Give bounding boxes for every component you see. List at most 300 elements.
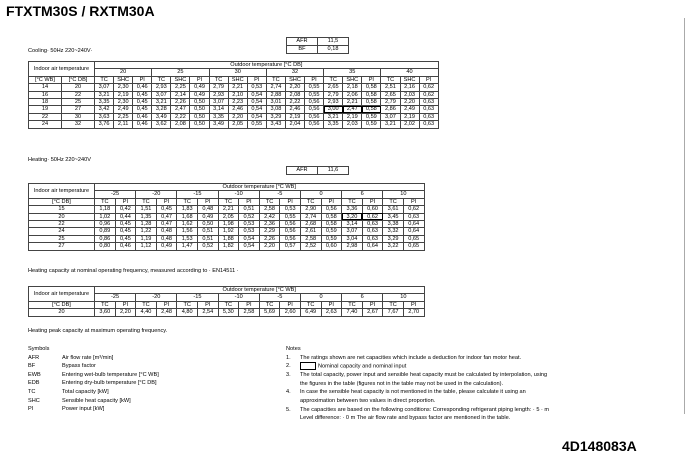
table-cell: 2,11 (114, 121, 133, 128)
table-cell: 2,93 (324, 98, 343, 105)
indoor-temp-header: Indoor air temperature (29, 184, 95, 199)
symbol-row (28, 397, 278, 406)
db-value: 32 (62, 121, 95, 128)
table-cell: 3,35 (324, 121, 343, 128)
table-cell: 0,54 (247, 113, 266, 120)
table-cell: 2,65 (381, 91, 400, 98)
sub-header: PI (321, 198, 342, 205)
table-cell: 0,58 (362, 91, 381, 98)
table-cell: 1,68 (177, 213, 198, 220)
note-text: The ratings shown are net capacities which include a deduction for indoor fan motor heat. (300, 354, 522, 361)
table-cell: 2,68 (300, 220, 321, 227)
table-cell: 2,79 (324, 91, 343, 98)
sub-header: SHC (285, 76, 304, 83)
table-cell: 0,89 (95, 228, 116, 235)
table-cell: 2,04 (285, 121, 304, 128)
table-cell: 0,55 (305, 84, 324, 91)
table-cell: 2,10 (228, 91, 247, 98)
cooling-afr-bf-box (286, 37, 349, 54)
table-cell: 0,58 (362, 106, 381, 113)
table-cell: 3,32 (383, 228, 404, 235)
table-cell: 0,49 (190, 84, 209, 91)
outdoor-temp-value: -15 (177, 191, 218, 198)
wb-unit-header: [°C WB] (29, 76, 62, 83)
table-cell: 2,48 (156, 309, 177, 316)
table-cell: 3,45 (383, 213, 404, 220)
highlight-box-icon (300, 362, 316, 370)
sub-header: SHC (114, 76, 133, 83)
sub-header: PI (133, 76, 152, 83)
table-cell: 1,88 (218, 235, 239, 242)
table-cell: 2,19 (343, 113, 362, 120)
table-cell: 2,22 (171, 113, 190, 120)
table-cell: 0,64 (403, 228, 424, 235)
table-cell: 0,48 (197, 206, 218, 213)
cooling-heading: Cooling· 50Hz 220~240V· (28, 48, 93, 54)
outdoor-temp-value: 40 (381, 69, 438, 76)
outdoor-temp-value: -20 (136, 191, 177, 198)
table-cell: 0,46 (115, 243, 136, 250)
table-cell: 3,07 (342, 228, 363, 235)
heating-afr-box (286, 166, 349, 175)
sub-header: PI (156, 198, 177, 205)
symbol-row (28, 362, 278, 371)
table-cell: 0,45 (115, 235, 136, 242)
note-number: 2. (286, 363, 291, 370)
outdoor-temp-value: 35 (324, 69, 381, 76)
sub-header: PI (156, 301, 177, 308)
table-cell: 0,53 (239, 228, 260, 235)
table-cell: 0,56 (305, 121, 324, 128)
wb-value: 22 (29, 113, 62, 120)
table-cell: 0,58 (321, 213, 342, 220)
table-cell: 0,64 (362, 243, 383, 250)
table-row (29, 213, 425, 220)
symbol-key: EWB (28, 371, 41, 378)
table-cell: 2,90 (300, 206, 321, 213)
table-cell: 0,63 (362, 235, 383, 242)
sub-header: PI (403, 198, 424, 205)
table-cell: 0,62 (419, 84, 438, 91)
table-cell: 0,50 (190, 113, 209, 120)
note-text: In case the sensible heat capacity is not mentioned in the table, please calculate it using an approximation between two values in direct proportion. (300, 389, 526, 405)
note-item (286, 362, 554, 371)
table-cell: 3,21 (95, 91, 114, 98)
page-title: FTXTM30S / RXTM30A (6, 3, 155, 19)
notes-heading: Notes (286, 346, 301, 352)
table-cell: 1,12 (136, 243, 157, 250)
table-cell: 3,04 (342, 235, 363, 242)
table-cell: 2,98 (342, 243, 363, 250)
table-cell: 0,45 (133, 106, 152, 113)
table-cell: 1,83 (177, 206, 198, 213)
table-cell: 2,49 (114, 106, 133, 113)
sub-header: SHC (343, 76, 362, 83)
table-cell: 2,21 (218, 206, 239, 213)
table-cell: 0,46 (133, 121, 152, 128)
table-cell: 2,05 (218, 213, 239, 220)
table-row (29, 113, 439, 120)
table-cell: 5,30 (218, 309, 239, 316)
sub-header: PI (419, 76, 438, 83)
table-cell: 0,58 (362, 84, 381, 91)
table-row (29, 91, 439, 98)
table-cell: 2,36 (259, 220, 280, 227)
sub-header: TC (136, 198, 157, 205)
table-cell: 3,29 (266, 113, 285, 120)
table-cell: 0,65 (403, 243, 424, 250)
table-cell: 3,49 (152, 113, 171, 120)
wb-value: 19 (29, 106, 62, 113)
table-cell: 1,82 (218, 243, 239, 250)
outdoor-temp-value: 32 (266, 69, 323, 76)
table-cell: 2,20 (285, 84, 304, 91)
table-cell: 2,30 (114, 84, 133, 91)
nominal-capacity-table (28, 286, 425, 317)
sub-header: SHC (228, 76, 247, 83)
db-value: 27 (29, 243, 95, 250)
table-cell: 1,02 (95, 213, 116, 220)
table-cell: 2,25 (114, 113, 133, 120)
sub-header: TC (152, 76, 171, 83)
table-cell: 0,47 (156, 220, 177, 227)
note-item (286, 354, 554, 363)
table-cell: 2,86 (381, 106, 400, 113)
table-cell: 3,35 (209, 113, 228, 120)
table-cell: 0,54 (239, 243, 260, 250)
sub-header: TC (342, 301, 363, 308)
table-cell: 2,54 (197, 309, 218, 316)
table-cell: 3,36 (342, 206, 363, 213)
table-row (29, 98, 439, 105)
symbol-row (28, 354, 278, 363)
db-value: 22 (29, 220, 95, 227)
table-cell: 0,54 (239, 235, 260, 242)
outdoor-temp-value: -5 (259, 191, 300, 198)
table-row (29, 228, 425, 235)
outdoor-temp-value: -10 (218, 294, 259, 301)
db-value: 22 (62, 91, 95, 98)
symbol-desc: Power input [kW] (62, 406, 105, 413)
table-cell: 6,49 (300, 309, 321, 316)
table-cell: 0,44 (115, 213, 136, 220)
heating-capacity-table (28, 183, 425, 251)
table-cell: 0,64 (403, 220, 424, 227)
table-cell: 3,07 (152, 91, 171, 98)
table-cell: 2,79 (209, 84, 228, 91)
table-cell: 2,67 (362, 309, 383, 316)
table-cell: 1,56 (177, 228, 198, 235)
note-text: Nominal capacity and nominal input (300, 362, 406, 371)
table-cell: 0,49 (197, 213, 218, 220)
table-cell: 2,23 (228, 98, 247, 105)
table-cell: 2,29 (259, 228, 280, 235)
note-item (286, 406, 554, 423)
table-cell: 0,56 (305, 106, 324, 113)
table-cell: 2,05 (228, 121, 247, 128)
sub-header: PI (362, 76, 381, 83)
table-cell: 2,79 (381, 98, 400, 105)
table-cell: 0,55 (247, 121, 266, 128)
wb-value: 16 (29, 91, 62, 98)
table-cell: 0,56 (321, 206, 342, 213)
sub-header: PI (403, 301, 424, 308)
outdoor-temp-value: 10 (383, 294, 424, 301)
symbol-row (28, 405, 278, 414)
table-cell: 0,63 (419, 106, 438, 113)
indoor-temp-header: Indoor air temperature (29, 62, 95, 77)
table-cell: 1,62 (177, 220, 198, 227)
symbol-row (28, 379, 278, 388)
symbol-row (28, 371, 278, 380)
note-number: 3. (286, 372, 291, 379)
sub-header: TC (381, 76, 400, 83)
table-cell: 3,60 (95, 309, 116, 316)
sub-header: TC (300, 301, 321, 308)
table-cell: 3,01 (266, 98, 285, 105)
table-cell: 3,07 (381, 113, 400, 120)
table-cell: 0,45 (133, 91, 152, 98)
sub-header: TC (95, 301, 116, 308)
table-cell: 2,21 (228, 84, 247, 91)
table-cell: 1,51 (136, 206, 157, 213)
sub-header: PI (239, 301, 260, 308)
sub-header: TC (177, 301, 198, 308)
table-cell: 3,43 (266, 121, 285, 128)
table-cell: 0,46 (133, 84, 152, 91)
table-cell: 3,63 (95, 113, 114, 120)
note-number: 4. (286, 389, 291, 396)
notes-section (286, 345, 554, 423)
table-cell: 0,46 (133, 113, 152, 120)
db-value: 30 (62, 113, 95, 120)
outdoor-temp-value: 25 (152, 69, 209, 76)
table-cell: 2,08 (285, 91, 304, 98)
table-cell: 0,63 (419, 113, 438, 120)
table-cell: 0,42 (115, 206, 136, 213)
sub-header: TC (177, 198, 198, 205)
outdoor-temp-value: 0 (300, 191, 341, 198)
table-cell: 0,59 (321, 228, 342, 235)
symbols-section (28, 345, 278, 414)
sub-header: TC (300, 198, 321, 205)
outdoor-temp-value: 6 (342, 294, 383, 301)
sub-header: PI (280, 198, 301, 205)
table-cell: 7,67 (383, 309, 404, 316)
table-cell: 2,46 (228, 106, 247, 113)
nominal-heading: Heating capacity at nominal operating frequency, measured according to · EN14511 · (28, 268, 239, 274)
db-value: 27 (62, 106, 95, 113)
table-cell: 0,65 (403, 235, 424, 242)
table-cell: 2,93 (209, 91, 228, 98)
wb-value: 18 (29, 98, 62, 105)
sub-header: TC (383, 301, 404, 308)
table-cell: 3,21 (381, 121, 400, 128)
table-cell: 1,28 (136, 220, 157, 227)
symbol-key: SHC (28, 397, 40, 404)
table-cell: 0,58 (362, 98, 381, 105)
table-cell: 2,20 (259, 243, 280, 250)
outdoor-temp-value: -10 (218, 191, 259, 198)
outdoor-temp-value: -15 (177, 294, 218, 301)
table-cell: 0,62 (419, 91, 438, 98)
symbol-key: EDB (28, 380, 40, 387)
symbol-key: PI (28, 406, 34, 413)
sub-header: SHC (171, 76, 190, 83)
table-cell: 0,54 (247, 98, 266, 105)
page-border-line (684, 18, 685, 414)
table-cell: 0,60 (321, 243, 342, 250)
table-cell: 0,54 (247, 91, 266, 98)
sub-header: PI (115, 301, 136, 308)
sub-header: TC (383, 198, 404, 205)
table-cell: 3,76 (95, 121, 114, 128)
table-cell: 2,58 (300, 235, 321, 242)
table-cell: 0,52 (197, 243, 218, 250)
table-cell: 0,50 (190, 121, 209, 128)
table-cell: 0,80 (95, 243, 116, 250)
sub-header: PI (197, 301, 218, 308)
table-cell: 2,93 (152, 84, 171, 91)
note-number: 5. (286, 406, 291, 413)
table-row (29, 220, 425, 227)
outdoor-temp-header: Outdoor temperature [°C WB] (95, 287, 425, 294)
table-cell: 3,49 (209, 121, 228, 128)
table-cell: 0,48 (156, 228, 177, 235)
sub-header: PI (321, 301, 342, 308)
sub-header: TC (95, 198, 116, 205)
outdoor-temp-value: -5 (259, 294, 300, 301)
table-cell: 2,88 (266, 91, 285, 98)
cooling-afr-label: AFR (287, 38, 318, 46)
table-cell: 2,19 (400, 113, 419, 120)
table-cell: 3,14 (342, 220, 363, 227)
table-cell: 0,60 (362, 206, 383, 213)
table-cell: 0,56 (280, 220, 301, 227)
symbol-desc: Total capacity [kW] (62, 388, 109, 395)
nominal-table-wrap (28, 286, 425, 317)
db-value: 25 (62, 98, 95, 105)
table-cell: 2,60 (280, 309, 301, 316)
sub-header: TC (342, 198, 363, 205)
cooling-table-wrap (28, 61, 439, 129)
sub-header: TC (324, 76, 343, 83)
table-cell: 0,63 (403, 213, 424, 220)
table-cell: 2,26 (171, 98, 190, 105)
table-cell: 0,50 (190, 106, 209, 113)
table-cell: 2,03 (343, 121, 362, 128)
table-cell: 2,26 (259, 235, 280, 242)
table-cell: 3,00 (324, 106, 343, 113)
indoor-temp-header: Indoor air temperature (29, 287, 95, 302)
table-cell: 2,51 (381, 84, 400, 91)
table-cell: 7,40 (342, 309, 363, 316)
table-cell: 2,06 (343, 91, 362, 98)
table-cell: 0,57 (280, 243, 301, 250)
outdoor-temp-value: 6 (342, 191, 383, 198)
sub-header: TC (259, 198, 280, 205)
table-cell: 1,53 (177, 235, 198, 242)
table-cell: 2,61 (300, 228, 321, 235)
sub-header: TC (95, 76, 114, 83)
table-cell: 2,18 (343, 84, 362, 91)
table-cell: 0,45 (115, 228, 136, 235)
heating-table-wrap (28, 183, 425, 251)
heating-heading: Heating· 50Hz 220~240V (28, 157, 91, 163)
symbol-desc: Bypass factor (62, 363, 96, 370)
sub-header: PI (362, 301, 383, 308)
table-row (29, 106, 439, 113)
table-cell: 0,63 (362, 220, 383, 227)
table-cell: 3,08 (266, 106, 285, 113)
table-cell: 0,86 (95, 235, 116, 242)
sub-header: PI (190, 76, 209, 83)
symbol-key: BF (28, 363, 36, 370)
outdoor-temp-value: -25 (95, 191, 136, 198)
wb-value: 14 (29, 84, 62, 91)
table-row (29, 121, 439, 128)
table-cell: 0,48 (156, 235, 177, 242)
table-cell: 4,40 (136, 309, 157, 316)
sub-header: SHC (400, 76, 419, 83)
table-cell: 4,80 (177, 309, 198, 316)
table-cell: 2,03 (400, 91, 419, 98)
table-cell: 3,07 (209, 98, 228, 105)
sub-header: PI (362, 198, 383, 205)
cooling-afr-value: 11,5 (318, 38, 349, 46)
sub-header: PI (197, 198, 218, 205)
table-cell: 0,63 (362, 228, 383, 235)
db-value: 15 (29, 206, 95, 213)
table-cell: 0,62 (403, 206, 424, 213)
table-cell: 0,56 (305, 98, 324, 105)
table-cell: 2,49 (400, 106, 419, 113)
outdoor-temp-value: 10 (383, 191, 424, 198)
table-cell: 3,62 (152, 121, 171, 128)
table-cell: 3,07 (95, 84, 114, 91)
table-cell: 2,08 (171, 121, 190, 128)
table-cell: 2,47 (343, 106, 362, 113)
cooling-bf-label: BF (287, 46, 318, 54)
peak-heading: Heating peak capacity at maximum operating frequency. (28, 328, 168, 334)
table-cell: 3,22 (383, 243, 404, 250)
table-cell: 3,61 (383, 206, 404, 213)
table-cell: 0,52 (239, 213, 260, 220)
table-cell: 2,74 (300, 213, 321, 220)
table-row (29, 243, 425, 250)
table-cell: 0,96 (95, 220, 116, 227)
sub-header: PI (247, 76, 266, 83)
db-value: 25 (29, 235, 95, 242)
table-cell: 3,14 (209, 106, 228, 113)
table-cell: 0,45 (133, 98, 152, 105)
table-cell: 2,16 (400, 84, 419, 91)
table-cell: 0,49 (190, 91, 209, 98)
table-cell: 2,58 (239, 309, 260, 316)
table-cell: 0,51 (197, 228, 218, 235)
table-cell: 0,50 (190, 98, 209, 105)
table-cell: 2,65 (324, 84, 343, 91)
outdoor-temp-value: -25 (95, 294, 136, 301)
table-cell: 3,28 (152, 106, 171, 113)
table-cell: 0,63 (419, 121, 438, 128)
sub-header: PI (115, 198, 136, 205)
table-cell: 2,02 (400, 121, 419, 128)
table-cell: 0,50 (197, 220, 218, 227)
table-cell: 3,21 (152, 98, 171, 105)
sub-header: PI (305, 76, 324, 83)
table-row (29, 206, 425, 213)
